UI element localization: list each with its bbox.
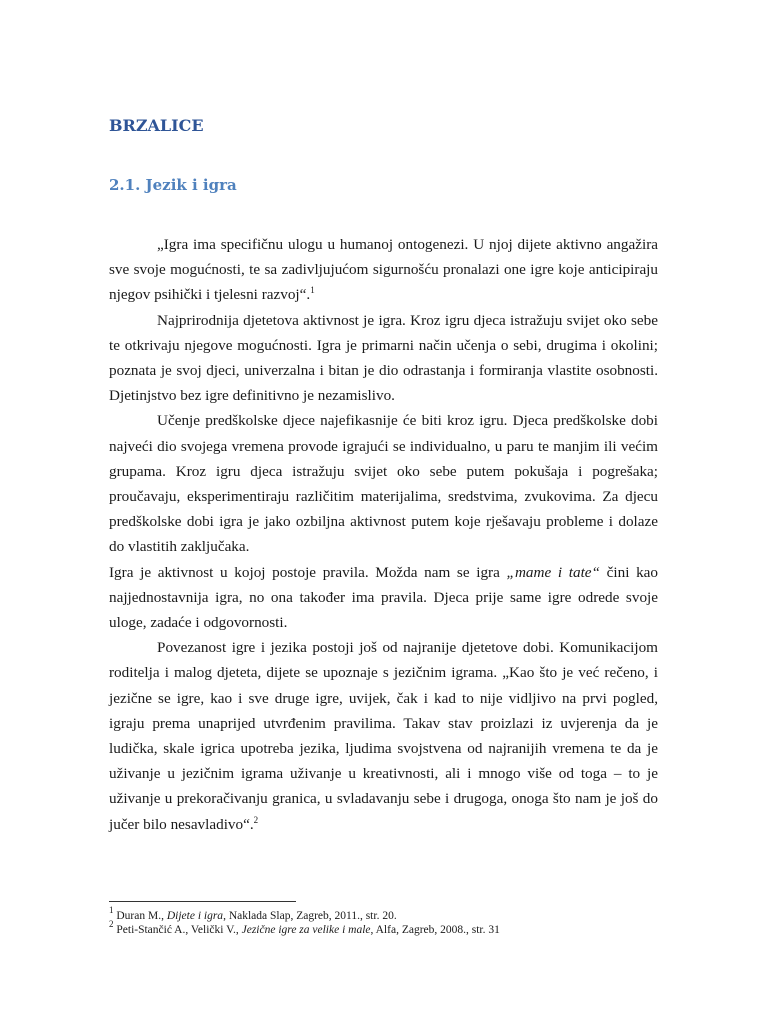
paragraph-quote [109, 232, 658, 308]
footnote-text: Duran M., [113, 910, 167, 922]
footnote-number: 1 [109, 905, 114, 915]
footnote-text: , Naklada Slap, Zagreb, 2011., str. 20. [223, 910, 397, 922]
italic-phrase: „mame i tate“ [506, 563, 600, 581]
footnote-title: Jezične igre za velike i male [241, 924, 371, 936]
paragraph-text: čini kao najjednostavnija igra, no ona također ima pravila. Djeca prije same igre odrede svoje uloge, zadaće i odgovornosti. [109, 563, 658, 632]
footnote-text: Peti-Stančić A., Velički V., [113, 924, 242, 936]
paragraph-rules [109, 560, 658, 636]
section-heading: BRZALICE [109, 116, 204, 135]
footnote-text: , Alfa, Zagreb, 2008., str. 31 [370, 924, 500, 936]
footnote-title: Dijete i igra [166, 910, 224, 922]
footnote-1 [109, 905, 397, 923]
paragraph-quote [109, 635, 658, 837]
footnote-2 [109, 919, 500, 937]
paragraph: Učenje predškolske djece najefikasnije će biti kroz igru. Djeca predškolske dobi najveći dio svojega vremena provode igrajući se individualno, u paru te manjim ili većim grupama. Kroz igru djeca istražuju svijet oko sebe putem pokušaja i pogrešaka; proučavaju, eksperimentiraju različitim materijalima, sredstvima, zvukovima. Za djecu predškolske dobi igra je jako ozbiljna aktivnost putem koje rješavaju probleme i dolaze do vlastitih zaključaka. [109, 412, 658, 556]
subsection-heading: 2.1. Jezik i igra [109, 176, 237, 194]
body-text [109, 232, 658, 837]
paragraph: Najprirodnija djetetova aktivnost je igra. Kroz igru djeca istražuju svijet oko sebe te otkrivaju njegove mogućnosti. Igra je primarni način učenja o sebi, drugima i okolini; poznata je svoj djeci, univerzalna i bitan je dio odrastanja i formiranja vlastite osobnosti. Djetinjstvo bez igre definitivno je nezamislivo. [109, 311, 658, 405]
footnote-ref-2[interactable]: 2 [253, 814, 259, 825]
footnote-separator [109, 901, 296, 902]
paragraph-text: Igra je aktivnost u kojoj postoje pravila. Možda nam se igra [109, 563, 507, 581]
paragraph-text: „Igra ima specifičnu ulogu u humanoj ontogenezi. U njoj dijete aktivno angažira sve svoje mogućnosti, te sa zadivljujućom sigurnošću pronalazi one igre koje anticipiraju njegov psihički i tjelesni razvoj“. [109, 236, 658, 304]
paragraph-text: Povezanost igre i jezika postoji još od najranije djetetove dobi. Komunikacijom roditelja i malog djeteta, dijete se upoznaje s jezičnim igrama. „Kao što je već rečeno, i jezične se igre, kao i sve druge igre, uvijek, čak i kad to nije vidljivo na prvi pogled, igraju prema unaprijed utvrđenim pravilima. Takav stav proizlazi iz uvjerenja da je ludička, skale igrica upotreba jezika, ljudima svojstvena od najranijih vremena te da je uživanje u jezičnim igrama uživanje u kreativnosti, ali i mnogo više od toga – to je uživanje u prekoračivanju granica, u svladavanju sebe i drugoga, onoga što nam je još do jučer bilo nesavladivo“. [109, 639, 658, 833]
footnote-ref-1[interactable]: 1 [310, 285, 315, 296]
footnote-number: 2 [109, 919, 114, 929]
